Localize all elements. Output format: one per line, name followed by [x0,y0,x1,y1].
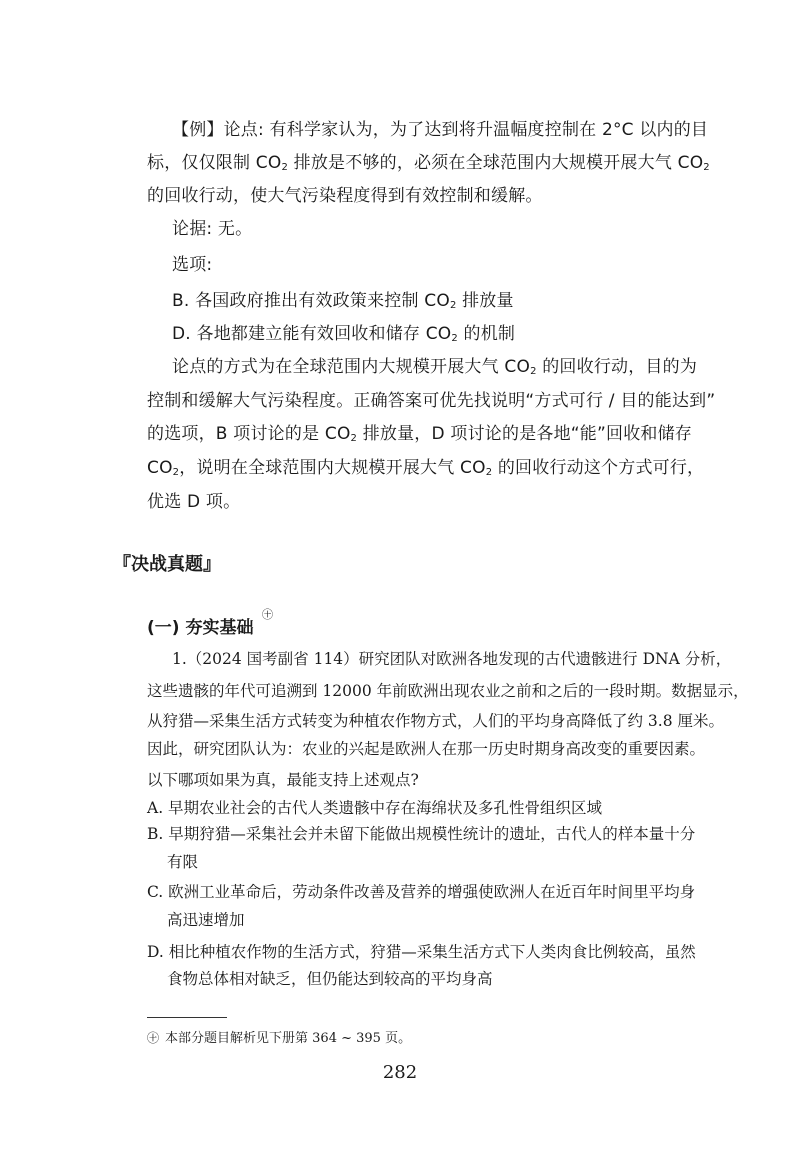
footnote [147,1027,411,1046]
page-number: 282 [382,1062,418,1083]
choice-c-line-1: C. 欧洲工业革命后，劳动条件改善及营养的增强使欧洲人在近百年时间里平均身 [147,883,696,901]
question-line-3: 从狩猎—采集生活方式转变为种植农作物方式，人们的平均身高降低了约 3.8 厘米。 [147,712,725,730]
choice-b-line-1: B. 早期狩猎—采集社会并未留下能做出规模性统计的遗址，古代人的样本量十分 [147,825,696,843]
question-prompt: 以下哪项如果为真，最能支持上述观点? [147,771,419,789]
analysis-line-1: 论点的方式为在全球范围内大规模开展大气 $CO_2$ 的回收行动，目的为 [172,357,698,377]
options-label: 选项: [172,255,213,275]
footnote-ref-icon: ㊉ [262,608,273,621]
footnote-icon: ㊉ [147,1031,160,1045]
section-title: 『决战真题』 [113,554,221,575]
analysis-line-2: 控制和缓解大气污染程度。正确答案可优先找说明“方式可行 / 目的能达到” [147,391,716,411]
choice-d-line-2: 食物总体相对缺乏，但仍能达到较高的平均身高 [167,970,493,988]
footnote-divider [147,1017,227,1018]
question-line-2: 这些遗骸的年代可追溯到 12000 年前欧洲出现农业之前和之后的一段时期。数据显示， [147,682,749,700]
choice-a: A. 早期农业社会的古代人类遗骸中存在海绵状及多孔性骨组织区域 [147,799,603,817]
footnote-text: 本部分题目解析见下册第 364 ~ 395 页。 [165,1031,412,1046]
example-label: 【例】 [172,120,224,140]
option-b-line: B. 各国政府推出有效政策来控制 $CO_2$ 排放量 [172,291,514,311]
example-line-1: 【例】论点: 有科学家认为，为了达到将升温幅度控制在 2°C 以内的目 [172,120,709,140]
example-line-2: 标，仅仅限制 $CO_2$ 排放是不够的，必须在全球范围内大规模开展大气 $CO_2$ [147,153,710,173]
choice-d-line-1: D. 相比种植农作物的生活方式，狩猎—采集生活方式下人类肉食比例较高，虽然 [147,943,696,961]
analysis-line-5: 优选 D 项。 [147,492,241,512]
subsection-title: (一) 夯实基础 [147,618,254,638]
analysis-line-4: $CO_2$，说明在全球范围内大规模开展大气 $CO_2$ 的回收行动这个方式可行， [147,458,705,478]
option-d-line: D. 各地都建立能有效回收和储存 $CO_2$ 的机制 [172,324,516,344]
question-line-4: 因此，研究团队认为：农业的兴起是欧洲人在那一历史时期身高改变的重要因素。 [147,740,706,758]
analysis-line-3: 的选项，B 项讨论的是 $CO_2$ 排放量，D 项讨论的是各地“能”回收和储存 [147,424,693,444]
choice-c-line-2: 高迅速增加 [167,911,245,929]
example-line-3: 的回收行动，使大气污染程度得到有效控制和缓解。 [147,186,543,206]
choice-b-line-2: 有限 [167,853,199,871]
question-line-1: 1.（2024 国考副省 114）研究团队对欧洲各地发现的古代遗骸进行 DNA 分析， [172,650,732,668]
evidence-line: 论据: 无。 [172,219,253,239]
